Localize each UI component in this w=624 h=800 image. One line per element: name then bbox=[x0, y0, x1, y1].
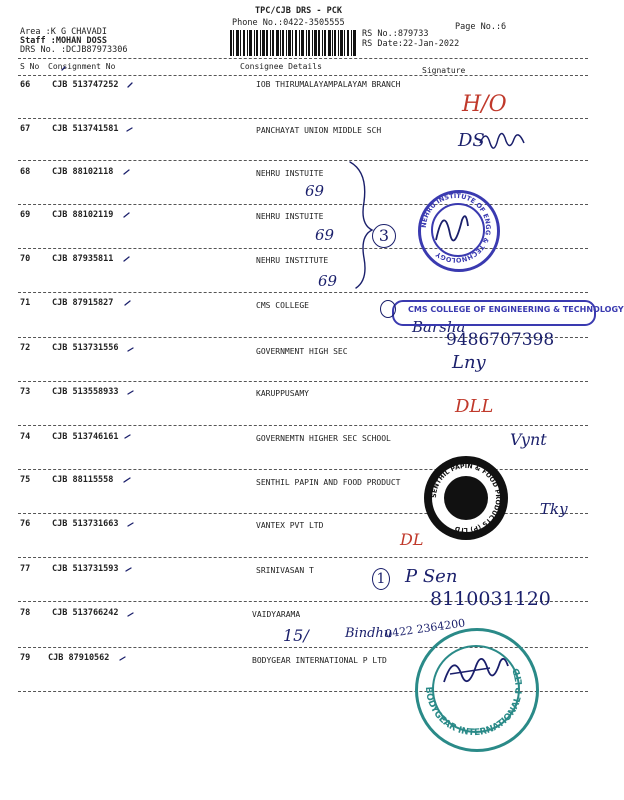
document-title: TPC/CJB DRS - PCK bbox=[255, 6, 342, 16]
col-consignment: Consignment No bbox=[48, 62, 116, 71]
row-consignment: CJB 513731556 bbox=[52, 343, 119, 353]
row-sno: 74 bbox=[20, 432, 31, 442]
row-sno: 68 bbox=[20, 167, 31, 177]
row-sno: 70 bbox=[20, 254, 31, 264]
cms-stamp-text: CMS COLLEGE OF ENGINEERING & TECHNOLOGY bbox=[408, 305, 624, 314]
row-sno: 77 bbox=[20, 564, 31, 574]
row-sno: 76 bbox=[20, 519, 31, 529]
signature-77: P Sen bbox=[405, 566, 458, 587]
senthil-stamp-text bbox=[424, 456, 508, 540]
signature-76: DL bbox=[400, 530, 424, 549]
row-consignment: CJB 87915827 bbox=[52, 298, 114, 308]
bodygear-stamp-text bbox=[415, 628, 533, 746]
row-consignee: KARUPPUSAMY bbox=[256, 389, 309, 398]
signature-72: Lny bbox=[452, 352, 486, 373]
row-consignee: VAIDYARAMA bbox=[252, 610, 301, 619]
row-consignee: NEHRU INSTUITE bbox=[256, 212, 324, 221]
signature-67-scribble bbox=[478, 125, 528, 155]
row-consignee: CMS COLLEGE bbox=[256, 301, 309, 310]
row-sno: 72 bbox=[20, 343, 31, 353]
row-consignee: SRINIVASAN T bbox=[256, 566, 314, 575]
row-consignee: SENTHIL PAPIN AND FOOD PRODUCT bbox=[256, 478, 401, 487]
signature-74: Vynt bbox=[510, 430, 547, 449]
row-consignee: GOVERNEMTN HIGHER SEC SCHOOL bbox=[256, 434, 391, 443]
row-consignment: CJB 88102119 bbox=[52, 210, 114, 220]
row-consignment: CJB 88102118 bbox=[52, 167, 114, 177]
staff-label: Staff :MOHAN DOSS bbox=[20, 36, 107, 46]
row-consignee: BODYGEAR INTERNATIONAL P LTD bbox=[252, 656, 387, 665]
rs-number: RS No.:879733 bbox=[362, 29, 429, 39]
col-consignee: Consignee Details bbox=[240, 62, 322, 71]
row-sno: 79 bbox=[20, 653, 31, 663]
signature-78-phone: 0422 2364200 bbox=[384, 616, 466, 641]
signature-75: Tky bbox=[540, 500, 568, 518]
row-sno: 71 bbox=[20, 298, 31, 308]
row-consignee: NEHRU INSTUITE bbox=[256, 169, 324, 178]
senthil-stamp bbox=[424, 456, 508, 540]
row-consignee: IOB THIRUMALAYAMPALAYAM BRANCH bbox=[256, 80, 401, 89]
svg-text:BODYGEAR INTERNATIONAL P LTD: BODYGEAR INTERNATIONAL P LTD bbox=[422, 666, 526, 739]
row-sno: 67 bbox=[20, 124, 31, 134]
signature-66: H/O bbox=[462, 92, 507, 117]
nehru-stamp-signature bbox=[430, 200, 470, 250]
row-consignment: CJB 513741581 bbox=[52, 124, 119, 134]
signature-69: 69 bbox=[315, 226, 335, 244]
signature-77-mark: 1 bbox=[372, 568, 390, 590]
row-sno: 78 bbox=[20, 608, 31, 618]
row-consignment: CJB 513746161 bbox=[52, 432, 119, 442]
row-consignment: CJB 87910562 bbox=[48, 653, 110, 663]
row-consignment: CJB 513747252 bbox=[52, 80, 119, 90]
signature-71: Barsha bbox=[412, 318, 466, 336]
svg-text:SENTHIL PAPIN & FOOD PRODUCTS: SENTHIL PAPIN & FOOD PRODUCTS (P) LTD bbox=[430, 462, 502, 534]
signature-78-date: 15/ bbox=[283, 626, 309, 645]
phone-number: Phone No.:0422-3505555 bbox=[232, 18, 345, 28]
page-number: Page No.:6 bbox=[455, 22, 507, 32]
row-sno: 75 bbox=[20, 475, 31, 485]
cms-stamp bbox=[392, 300, 624, 326]
row-consignee: NEHRU INSTITUTE bbox=[256, 256, 329, 265]
signature-77-phone: 8110031120 bbox=[430, 588, 551, 610]
signature-73: DLL bbox=[455, 396, 494, 417]
row-consignee: GOVERNMENT HIGH SEC bbox=[256, 347, 348, 356]
rs-date: RS Date:22-Jan-2022 bbox=[362, 39, 460, 49]
signature-67: DS bbox=[458, 130, 485, 151]
row-consignment: CJB 513731663 bbox=[52, 519, 119, 529]
row-sno: 73 bbox=[20, 387, 31, 397]
bodygear-stamp bbox=[415, 628, 539, 752]
col-sno: S No bbox=[20, 62, 40, 71]
row-consignment: CJB 88115558 bbox=[52, 475, 114, 485]
signature-70: 69 bbox=[318, 272, 338, 290]
cms-mark bbox=[380, 300, 396, 318]
svg-text:NEHRU INSTITUTE OF ENGG & TECH: NEHRU INSTITUTE OF ENGG & TECHNOLOGY bbox=[419, 191, 493, 265]
row-sno: 66 bbox=[20, 80, 31, 90]
row-consignee: PANCHAYAT UNION MIDDLE SCH bbox=[256, 126, 382, 135]
row-consignment: CJB 513766242 bbox=[52, 608, 119, 618]
row-consignment: CJB 87935811 bbox=[52, 254, 114, 264]
signature-71-phone: 9486707398 bbox=[446, 330, 555, 350]
signature-78-name: Bindhu bbox=[345, 626, 393, 641]
signature-69-circle: 3 bbox=[372, 224, 396, 248]
row-sno: 69 bbox=[20, 210, 31, 220]
area-label: Area :K G CHAVADI bbox=[20, 27, 107, 37]
row-consignee: VANTEX PVT LTD bbox=[256, 521, 324, 530]
drs-number: DRS No. :DCJB87973306 bbox=[20, 45, 128, 55]
row-consignment: CJB 513731593 bbox=[52, 564, 119, 574]
signature-68: 69 bbox=[305, 182, 325, 200]
col-signature: Signature bbox=[422, 66, 466, 75]
row-consignment: CJB 513558933 bbox=[52, 387, 119, 397]
